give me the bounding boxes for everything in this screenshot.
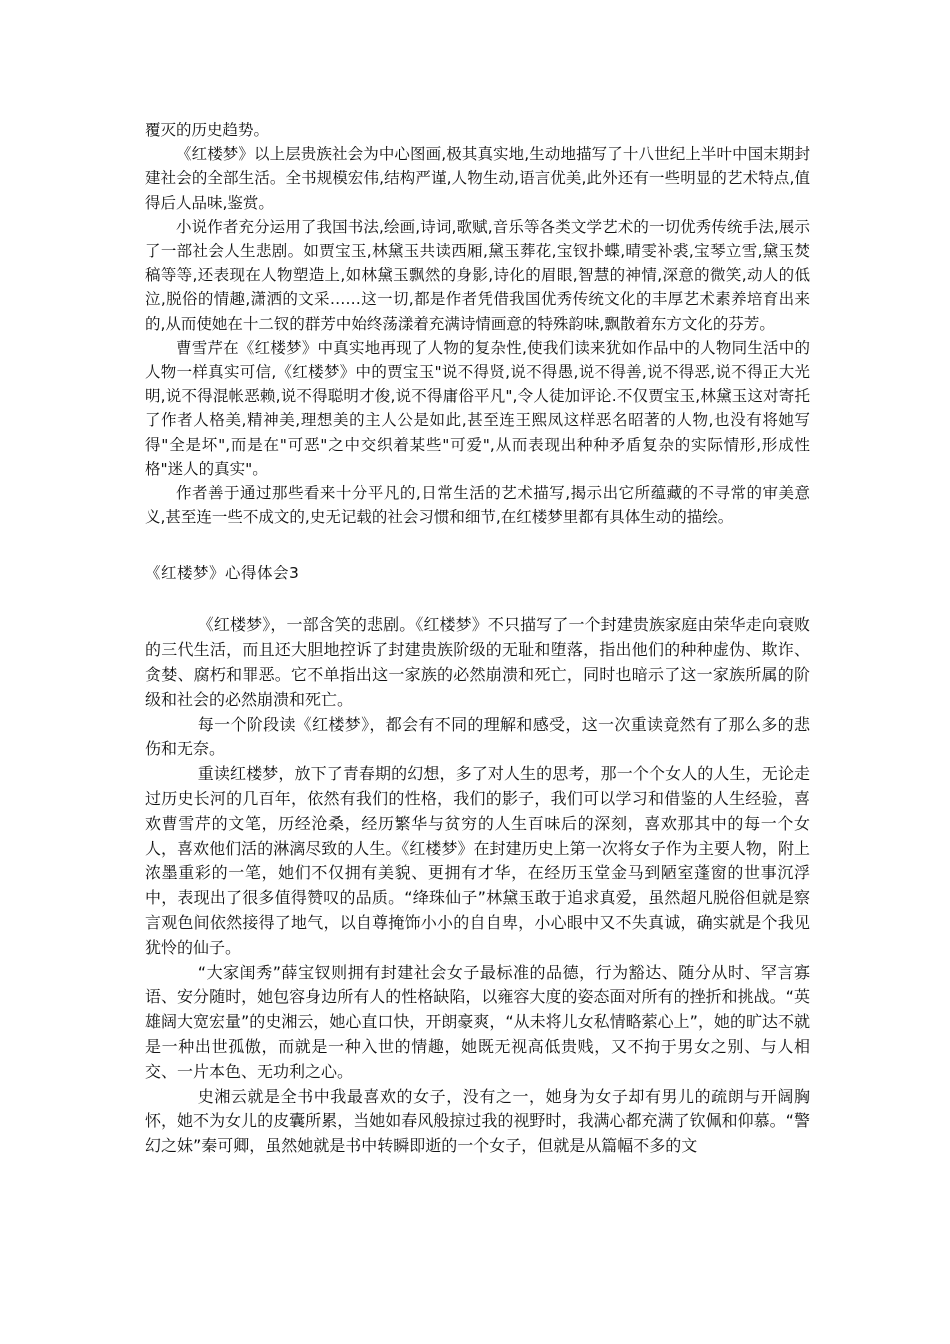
paragraph: 重读红楼梦，放下了青春期的幻想，多了对人生的思考，那一个个女人的人生，无论走过历史长河的几百年，依然有我们的性格，我们的影子，我们可以学习和借鉴的人生经验，喜欢曹雪芹的文笔，历经沧桑，经历繁华与贫穷的人生百味后的深刻，喜欢那其中的每一个女人，喜欢他们活的淋漓尽致的人生。《红楼梦》在封建历史上第一次将女子作为主要人物，附上浓墨重彩的一笔，她们不仅拥有美貌、更拥有才华，在经历玉堂金马到陋室蓬窗的世事沉浮中，表现出了很多值得赞叹的品质。“绛珠仙子”林黛玉敢于追求真爱，虽然超凡脱俗但就是察言观色间依然接得了地气，以自尊掩饰小小的自自卑，小心眼中又不失真诚，确实就是个我见犹怜的仙子。 [145, 764, 810, 957]
paragraph: 《红楼梦》，一部含笑的悲剧。《红楼梦》不只描写了一个封建贵族家庭由荣华走向衰败的三代生活，而且还大胆地控诉了封建贵族阶级的无耻和堕落，指出他们的种种虚伪、欺诈、贪婪、腐朽和罪恶。它不单指出这一家族的必然崩溃和死亡，同时也暗示了这一家族所属的阶级和社会的必然崩溃和死亡。 [145, 615, 810, 709]
essay-section-2-continued [145, 118, 810, 529]
paragraph: 史湘云就是全书中我最喜欢的女子，没有之一，她身为女子却有男儿的疏朗与开阔胸怀，她不为女儿的皮囊所累，当她如春风般掠过我的视野时，我满心都充满了钦佩和仰慕。“警幻之妹”秦可卿，虽然她就是书中转瞬即逝的一个女子，但就是从篇幅不多的文 [145, 1086, 810, 1156]
paragraph: 每一个阶段读《红楼梦》，都会有不同的理解和感受，这一次重读竟然有了那么多的悲伤和无奈。 [145, 714, 810, 759]
paragraph: 《红楼梦》以上层贵族社会为中心图画,极其真实地,生动地描写了十八世纪上半叶中国末期封建社会的全部生活。全书规模宏伟,结构严谨,人物生动,语言优美,此外还有一些明显的艺术特点,值得后人品味,鉴赏。 [145, 145, 810, 212]
paragraph-continuation: 覆灭的历史趋势。 [145, 121, 270, 139]
paragraph: 作者善于通过那些看来十分平凡的,日常生活的艺术描写,揭示出它所蕴藏的不寻常的审美意义,甚至连一些不成文的,史无记载的社会习惯和细节,在红楼梦里都有具体生动的描绘。 [145, 484, 810, 527]
essay-section-3 [145, 613, 810, 1159]
paragraph: 曹雪芹在《红楼梦》中真实地再现了人物的复杂性,使我们读来犹如作品中的人物同生活中的人物一样真实可信,《红楼梦》中的贾宝玉"说不得贤,说不得愚,说不得善,说不得恶,说不得正大光明,说不得混帐恶赖,说不得聪明才俊,说不得庸俗平凡",令人徒加评论.不仅贾宝玉,林黛玉这对寄托了作者人格美,精神美,理想美的主人公是如此,甚至连王熙凤这样恶名昭著的人物,也没有将她写得"全是坏",而是在"可恶"之中交织着某些"可爱",从而表现出种种矛盾复杂的实际情形,形成性格"迷人的真实"。 [145, 338, 810, 478]
document-body [145, 118, 810, 1159]
paragraph: 小说作者充分运用了我国书法,绘画,诗词,歌赋,音乐等各类文学艺术的一切优秀传统手法,展示了一部社会人生悲剧。如贾宝玉,林黛玉共读西厢,黛玉葬花,宝钗扑蝶,晴雯补裘,宝琴立雪,黛玉焚稿等等,还表现在人物塑造上,如林黛玉飘然的身影,诗化的眉眼,智慧的神情,深意的微笑,动人的低泣,脱俗的情趣,潇洒的文采……这一切,都是作者凭借我国优秀传统文化的丰厚艺术素养培育出来的,从而使她在十二钗的群芳中始终荡漾着充满诗情画意的特殊韵味,飘散着东方文化的芬芳。 [145, 217, 810, 333]
paragraph: “大家闺秀”薛宝钗则拥有封建社会女子最标准的品德，行为豁达、随分从时、罕言寡语、安分随时，她包容身边所有人的性格缺陷，以雍容大度的姿态面对所有的挫折和挑战。“英雄阔大宽宏量”的史湘云，她心直口快，开朗豪爽，“从未将儿女私情略萦心上”，她的旷达不就是一种出世孤傲，而就是一种入世的情趣，她既无视高低贵贱，又不拘于男女之别、与人相交、一片本色、无功利之心。 [145, 962, 810, 1081]
section-heading: 《红楼梦》心得体会3 [145, 564, 300, 583]
